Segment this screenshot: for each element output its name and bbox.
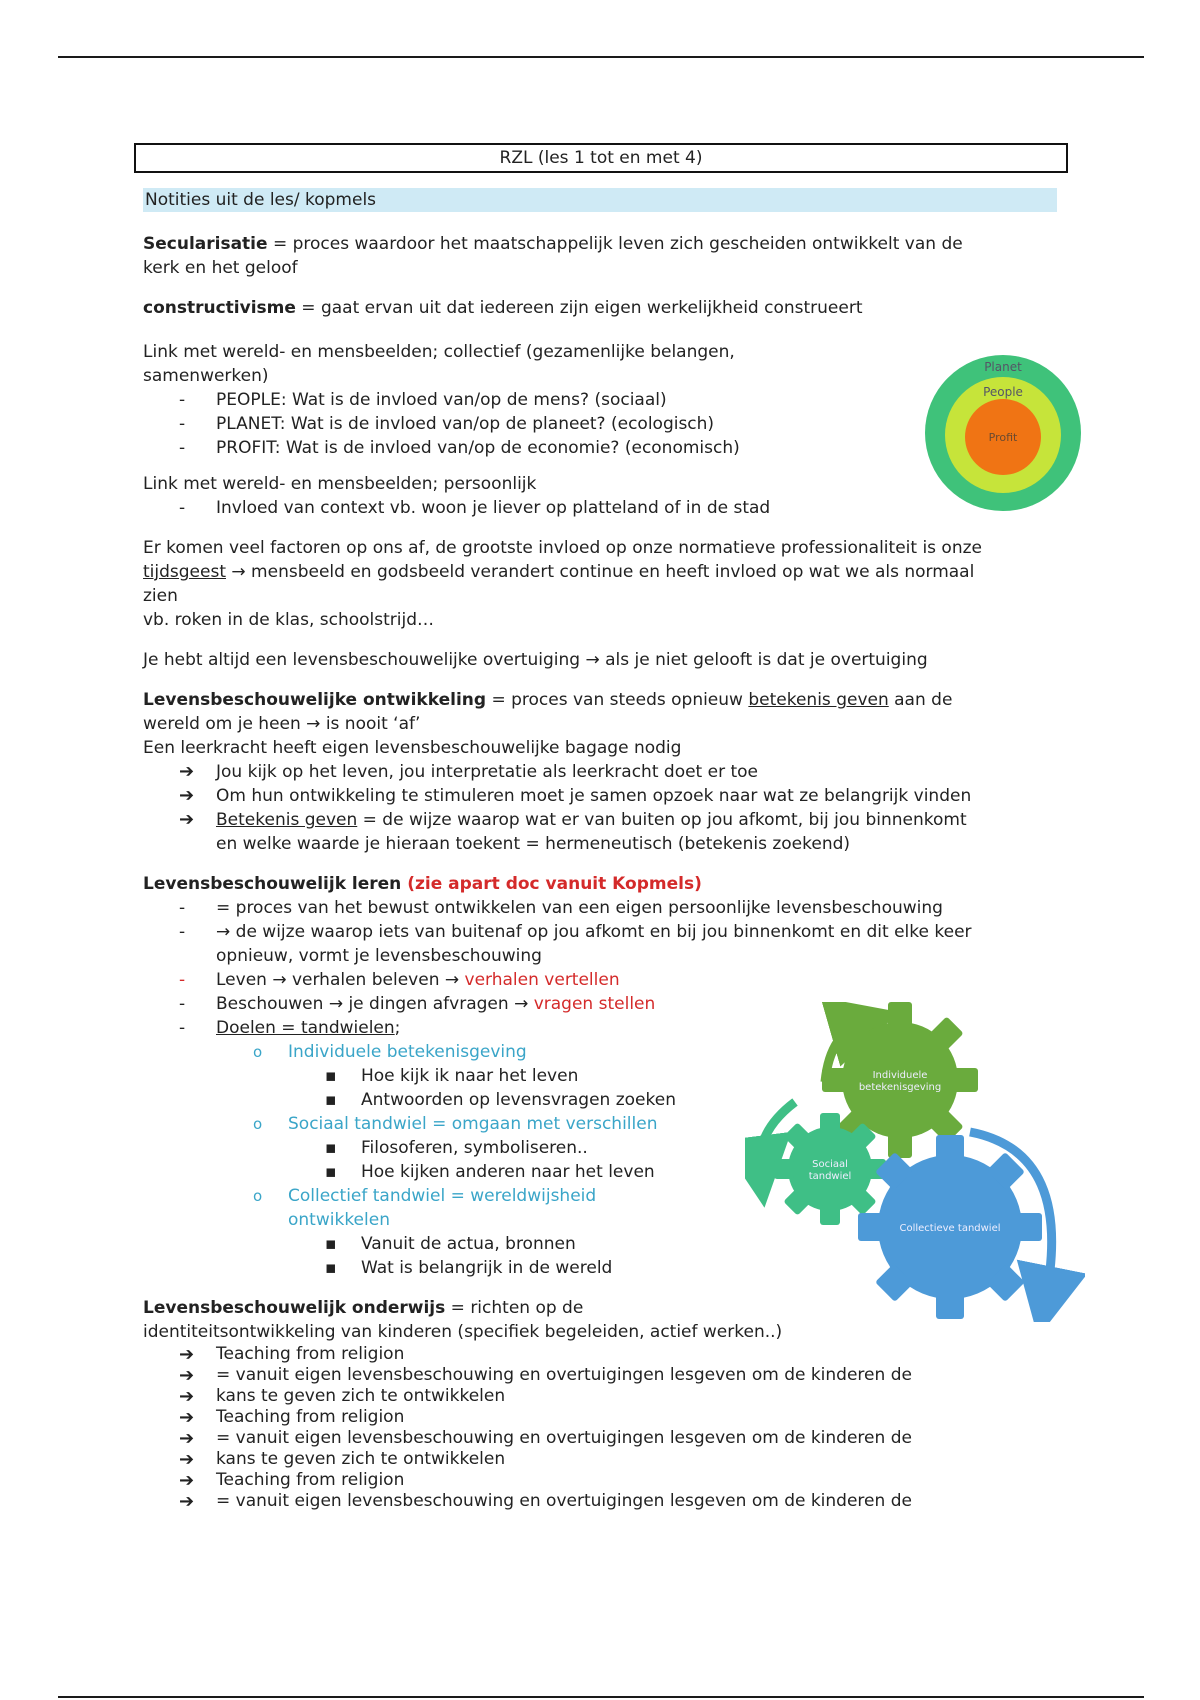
list-item: ➔ Jou kijk op het leven, jou interpretatie als leerkracht doet er toe bbox=[179, 761, 758, 782]
individual-gear-label-2: betekenisgeving bbox=[858, 1082, 942, 1093]
social-gear-label: Sociaal bbox=[812, 1159, 848, 1170]
sub-item: ▪ Wat is belangrijk in de wereld bbox=[325, 1258, 613, 1278]
list-item: ➔ Teaching from religion bbox=[179, 1407, 405, 1428]
list-item: ➔ Om hun ontwikkeling te stimuleren moet je samen opzoek naar wat ze belangrijk vinden bbox=[179, 785, 972, 806]
goal-item: o Collectief tandwiel = wereldwijsheid ontwikkelen bbox=[253, 1186, 597, 1230]
gears-figure bbox=[745, 1002, 1085, 1322]
individual-gear-label: Individuele bbox=[872, 1070, 928, 1081]
ppp-circles-figure bbox=[920, 355, 1086, 511]
arrow-icon: ➔ bbox=[179, 1470, 195, 1491]
arrow-icon: ➔ bbox=[179, 1344, 195, 1365]
planet-label: Planet bbox=[984, 360, 1022, 374]
tijdsgeest-word: tijdsgeest bbox=[143, 562, 226, 582]
onderwijs-term: Levensbeschouwelijk onderwijs bbox=[143, 1298, 446, 1318]
ontwikkeling-term: Levensbeschouwelijke ontwikkeling bbox=[143, 690, 487, 710]
list-item: ➔ Teaching from religion bbox=[179, 1470, 405, 1491]
dash-marker: - bbox=[179, 390, 186, 410]
leren-term: Levensbeschouwelijk leren bbox=[143, 874, 402, 894]
goal-item: o Individuele betekenisgeving bbox=[253, 1042, 527, 1062]
list-item: - PEOPLE: Wat is de invloed van/op de mens? (sociaal) bbox=[179, 390, 667, 410]
secularisatie-paragraph bbox=[143, 232, 1065, 280]
arrow-icon: ➔ bbox=[179, 809, 195, 830]
bottom-rule bbox=[58, 1696, 1144, 1698]
collectief-section bbox=[143, 340, 793, 460]
arrow-icon: ➔ bbox=[179, 1491, 195, 1512]
arrow-icon: ➔ bbox=[179, 1449, 195, 1470]
page-title: RZL (les 1 tot en met 4) bbox=[134, 143, 1068, 173]
list-item: - → de wijze waarop iets van buitenaf op jou afkomt en bij jou binnenkomt en dit elke keer opnieuw, vormt je levensbeschouwing bbox=[179, 922, 972, 966]
list-item: - Invloed van context vb. woon je liever op platteland of in de stad bbox=[179, 498, 771, 518]
sub-item: ▪ Filosoferen, symboliseren.. bbox=[325, 1138, 588, 1158]
list-item: - PROFIT: Wat is de invloed van/op de economie? (economisch) bbox=[179, 438, 740, 458]
arrow-icon: ➔ bbox=[179, 1386, 195, 1407]
list-item: - = proces van het bewust ontwikkelen van een eigen persoonlijke levensbeschouwing bbox=[179, 898, 943, 918]
collective-gear-label: Collectieve tandwiel bbox=[899, 1223, 1001, 1234]
constructivisme-def: = gaat ervan uit dat iedereen zijn eigen werkelijkheid construeert bbox=[295, 298, 863, 318]
dash-marker: - bbox=[179, 438, 186, 458]
list-item: ➔ = vanuit eigen levensbeschouwing en overtuigingen lesgeven om de kinderen de bbox=[179, 1365, 912, 1386]
dash-marker: - bbox=[179, 498, 186, 518]
people-label: People bbox=[983, 385, 1023, 399]
overtuiging-paragraph: Je hebt altijd een levensbeschouwelijke overtuiging → als je niet gelooft is dat je overtuiging bbox=[143, 650, 928, 670]
list-item: ➔ Betekenis geven = de wijze waarop wat er van buiten op jou afkomt, bij jou binnenkomt en welke waarde je hieraan toekent = hermeneutisch (betekenis zoekend) bbox=[179, 809, 967, 854]
top-rule bbox=[58, 56, 1144, 58]
arrow-icon: ➔ bbox=[179, 761, 195, 782]
list-item: ➔ Teaching from religion bbox=[179, 1344, 405, 1365]
goal-item: o Sociaal tandwiel = omgaan met verschillen bbox=[253, 1114, 658, 1134]
list-item: ➔ kans te geven zich te ontwikkelen bbox=[179, 1386, 506, 1407]
leren-red-note: (zie apart doc vanuit Kopmels) bbox=[401, 874, 702, 894]
social-gear bbox=[774, 1113, 886, 1225]
collective-gear bbox=[858, 1135, 1042, 1319]
constructivisme-term: constructivisme bbox=[143, 298, 296, 318]
dash-marker: - bbox=[179, 414, 186, 434]
factoren-paragraph: Er komen veel factoren op ons af, de grootste invloed op onze normatieve professionaliteit is onze tijdsgeest → mensbeeld en godsbeeld verandert continue en heeft invloed op wat we als normaal zien vb. roken in de klas, schoolstrijd… bbox=[143, 538, 982, 630]
constructivisme-paragraph bbox=[143, 296, 1065, 320]
sub-item: ▪ Vanuit de actua, bronnen bbox=[325, 1234, 576, 1254]
sub-item: ▪ Antwoorden op levensvragen zoeken bbox=[325, 1090, 676, 1110]
collectief-line-2: samenwerken) bbox=[143, 366, 269, 386]
sub-item: ▪ Hoe kijk ik naar het leven bbox=[325, 1066, 579, 1086]
collectief-list bbox=[143, 388, 793, 460]
list-item: ➔ kans te geven zich te ontwikkelen bbox=[179, 1449, 506, 1470]
sub-item: ▪ Hoe kijken anderen naar het leven bbox=[325, 1162, 655, 1182]
arrow-icon: ➔ bbox=[179, 1365, 195, 1386]
arrow-icon: ➔ bbox=[179, 1428, 195, 1449]
arrow-icon: ➔ bbox=[179, 1407, 195, 1428]
ontwikkeling-section: Levensbeschouwelijke ontwikkeling = proces van steeds opnieuw betekenis geven aan de wereld om je heen → is nooit ‘af’ Een leerkracht heeft eigen levensbeschouwelijke bagage nodig ➔ Jou kijk op het leven, jou interpretatie als leerkracht doet er toe ➔ Om hun ontwikkeling te stimuleren moet je samen opzoek naar wat ze belangrijk vinden ➔ Betekenis geven = de wijze waarop wat er van buiten op jou afkomt, bij jou binnenkomt en welke waarde je hieraan toekent = hermeneutisch (betekenis zoekend) bbox=[143, 688, 1065, 856]
collectief-line-1: Link met wereld- en mensbeelden; collectief (gezamenlijke belangen, bbox=[143, 342, 735, 362]
secularisatie-term: Secularisatie bbox=[143, 234, 268, 254]
list-item: - PLANET: Wat is de invloed van/op de planeet? (ecologisch) bbox=[179, 414, 715, 434]
profit-label: Profit bbox=[988, 431, 1018, 444]
secularisatie-def: = proces waardoor het maatschappelijk leven zich gescheiden ontwikkelt van de bbox=[267, 234, 963, 254]
list-item: - Doelen = tandwielen; bbox=[179, 1018, 401, 1038]
list-item: - Leven → verhalen beleven → verhalen vertellen bbox=[179, 970, 620, 990]
list-item: ➔ = vanuit eigen levensbeschouwing en overtuigingen lesgeven om de kinderen de bbox=[179, 1428, 912, 1449]
persoonlijk-line: Link met wereld- en mensbeelden; persoonlijk bbox=[143, 474, 537, 494]
list-item: ➔ = vanuit eigen levensbeschouwing en overtuigingen lesgeven om de kinderen de bbox=[179, 1491, 912, 1512]
secularisatie-def-2: kerk en het geloof bbox=[143, 258, 298, 278]
social-gear-label-2: tandwiel bbox=[808, 1171, 852, 1182]
notes-band: Notities uit de les/ kopmels bbox=[143, 188, 1057, 212]
arrow-icon: ➔ bbox=[179, 785, 195, 806]
onderwijs-section: Levensbeschouwelijk onderwijs = richten op de identiteitsontwikkeling van kinderen (specifiek begeleiden, actief werken..) ➔ Teaching from religion ➔ = vanuit eigen levensbeschouwing en overtuigingen lesgeven om de kinderen de ➔ kans te geven zich te ontwikkelen ➔ Teaching from religion ➔ = vanuit eigen levensbeschouwing en overtuigingen lesgeven om de kinderen de ➔ kans te geven zich te ontwikkelen ➔ Teaching from religion ➔ = vanuit eigen levensbeschouwing en overtuigingen lesgeven om de kinderen de bbox=[143, 1296, 1065, 1512]
list-item: - Beschouwen → je dingen afvragen → vragen stellen bbox=[179, 994, 656, 1014]
